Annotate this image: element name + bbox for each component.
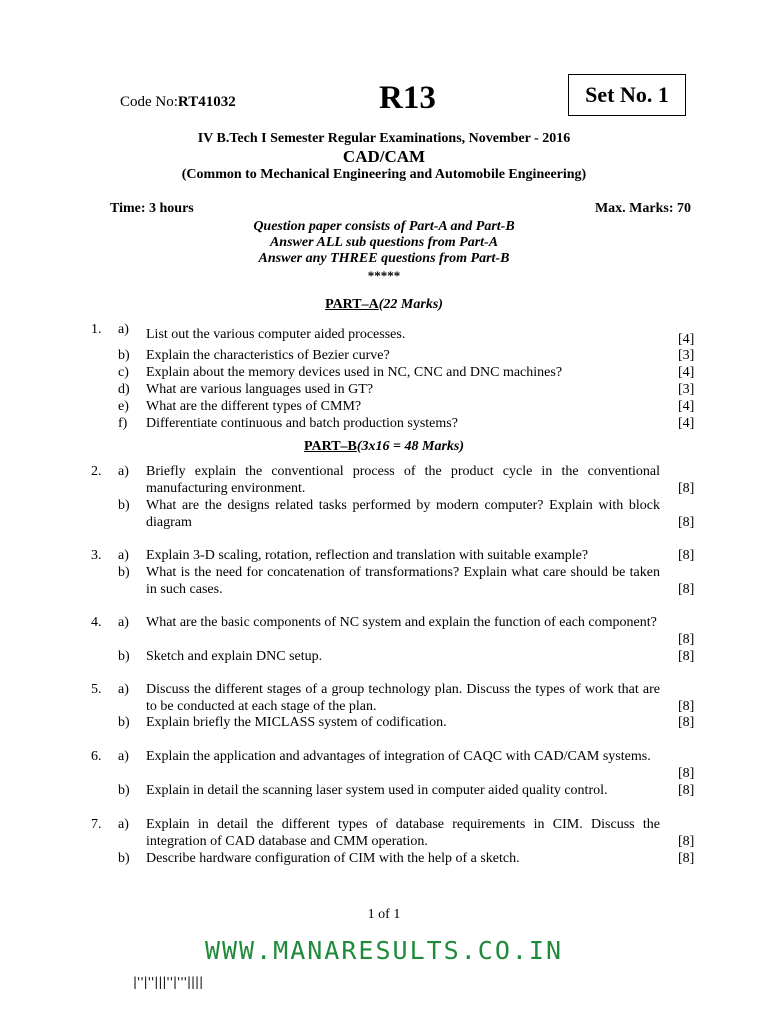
code-number xyxy=(120,94,236,111)
question-number: 7. xyxy=(91,817,102,832)
part-a-heading xyxy=(0,297,768,313)
sub-label: b) xyxy=(118,783,130,798)
question-text: List out the various computer aided processes. xyxy=(146,327,406,342)
sub-label: b) xyxy=(118,715,130,730)
question-marks: [8] xyxy=(678,649,695,664)
sub-label: b) xyxy=(118,565,130,580)
question-marks: [3] xyxy=(678,382,695,397)
sub-label: b) xyxy=(118,348,130,363)
set-number-box: Set No. 1 xyxy=(568,74,686,116)
question-marks: [8] xyxy=(678,515,695,530)
question-number: 5. xyxy=(91,682,102,697)
question-marks: [8] xyxy=(678,766,695,781)
sub-label: a) xyxy=(118,548,129,563)
sub-label: a) xyxy=(118,817,129,832)
question-text: What is the need for concatenation of transformations? Explain what care should be taken in such cases. xyxy=(146,565,660,597)
question-marks: [4] xyxy=(678,332,695,347)
question-marks: [3] xyxy=(678,348,695,363)
question-marks: [4] xyxy=(678,365,695,380)
instruction-3: Answer any THREE questions from Part-B xyxy=(258,251,510,266)
sub-label: a) xyxy=(118,464,129,479)
part-b-label: PART–B xyxy=(303,439,357,454)
question-text: Differentiate continuous and batch production systems? xyxy=(146,416,458,431)
question-text: Discuss the different stages of a group technology plan. Discuss the types of work that are to be conducted at each stage of the plan. xyxy=(146,682,660,714)
sub-label: b) xyxy=(118,649,130,664)
part-a-label: PART–A xyxy=(325,297,379,312)
question-marks: [8] xyxy=(678,699,695,714)
question-text: What are various languages used in GT? xyxy=(146,382,374,397)
question-text: Explain 3-D scaling, rotation, reflection and translation with suitable example? xyxy=(146,548,589,563)
sub-label: b) xyxy=(118,498,130,513)
sub-label: d) xyxy=(118,382,130,397)
code-label: Code No: xyxy=(120,94,178,110)
question-text: Explain in detail the different types of database requirements in CIM. Discuss the integration of CAD database and CMM operation. xyxy=(146,817,660,849)
question-text: Explain in detail the scanning laser system used in computer aided quality control. xyxy=(146,783,608,798)
question-number: 3. xyxy=(91,548,102,563)
instruction-2: Answer ALL sub questions from Part-A xyxy=(269,235,499,250)
sub-label: a) xyxy=(118,322,129,337)
question-marks: [8] xyxy=(678,783,695,798)
separator-stars: ***** xyxy=(367,268,401,283)
question-text: Describe hardware configuration of CIM with the help of a sketch. xyxy=(146,851,520,866)
question-text: Explain briefly the MICLASS system of codification. xyxy=(146,715,447,730)
question-marks: [8] xyxy=(678,632,695,647)
question-marks: [8] xyxy=(678,851,695,866)
instruction-1: Question paper consists of Part-A and Part-B xyxy=(253,219,515,234)
sub-label: a) xyxy=(118,615,129,630)
sub-label: f) xyxy=(118,416,128,431)
code-value: RT41032 xyxy=(177,94,236,110)
regulation-code: R13 xyxy=(379,80,436,116)
question-marks: [4] xyxy=(678,416,695,431)
question-text: What are the basic components of NC system and explain the function of each component? xyxy=(146,615,657,630)
question-marks: [8] xyxy=(678,582,695,597)
exam-time: Time: 3 hours xyxy=(110,201,194,216)
sub-label: e) xyxy=(118,399,129,414)
question-marks: [4] xyxy=(678,399,695,414)
part-a-marks: (22 Marks) xyxy=(378,297,443,312)
question-marks: [8] xyxy=(678,481,695,496)
website-watermark: WWW.MANARESULTS.CO.IN xyxy=(204,936,564,965)
sub-label: c) xyxy=(118,365,129,380)
exam-title: IV B.Tech I Semester Regular Examinations, November - 2016 xyxy=(197,131,571,146)
sub-label: b) xyxy=(118,851,130,866)
common-to: (Common to Mechanical Engineering and Automobile Engineering) xyxy=(181,167,587,182)
part-b-heading xyxy=(0,439,768,455)
question-text: What are the designs related tasks performed by modern computer? Explain with block diagram xyxy=(146,498,660,530)
question-number: 2. xyxy=(91,464,102,479)
sub-label: a) xyxy=(118,749,129,764)
question-text: Sketch and explain DNC setup. xyxy=(146,649,323,664)
subject-title: CAD/CAM xyxy=(342,147,426,166)
barcode-text: |''|''|||''|'''|||| xyxy=(133,975,204,989)
sub-label: a) xyxy=(118,682,129,697)
page-number: 1 of 1 xyxy=(367,907,401,922)
question-number: 1. xyxy=(91,322,102,337)
question-number: 4. xyxy=(91,615,102,630)
question-text: What are the different types of CMM? xyxy=(146,399,362,414)
question-text: Briefly explain the conventional process of the product cycle in the conventional manufacturing environment. xyxy=(146,464,660,496)
question-text: Explain the characteristics of Bezier curve? xyxy=(146,348,390,363)
question-marks: [8] xyxy=(678,834,695,849)
question-number: 6. xyxy=(91,749,102,764)
question-marks: [8] xyxy=(678,715,695,730)
question-text: Explain about the memory devices used in NC, CNC and DNC machines? xyxy=(146,365,563,380)
question-text: Explain the application and advantages of integration of CAQC with CAD/CAM systems. xyxy=(146,749,651,764)
part-b-marks: (3x16 = 48 Marks) xyxy=(356,439,465,454)
question-marks: [8] xyxy=(678,548,695,563)
max-marks: Max. Marks: 70 xyxy=(594,201,691,216)
